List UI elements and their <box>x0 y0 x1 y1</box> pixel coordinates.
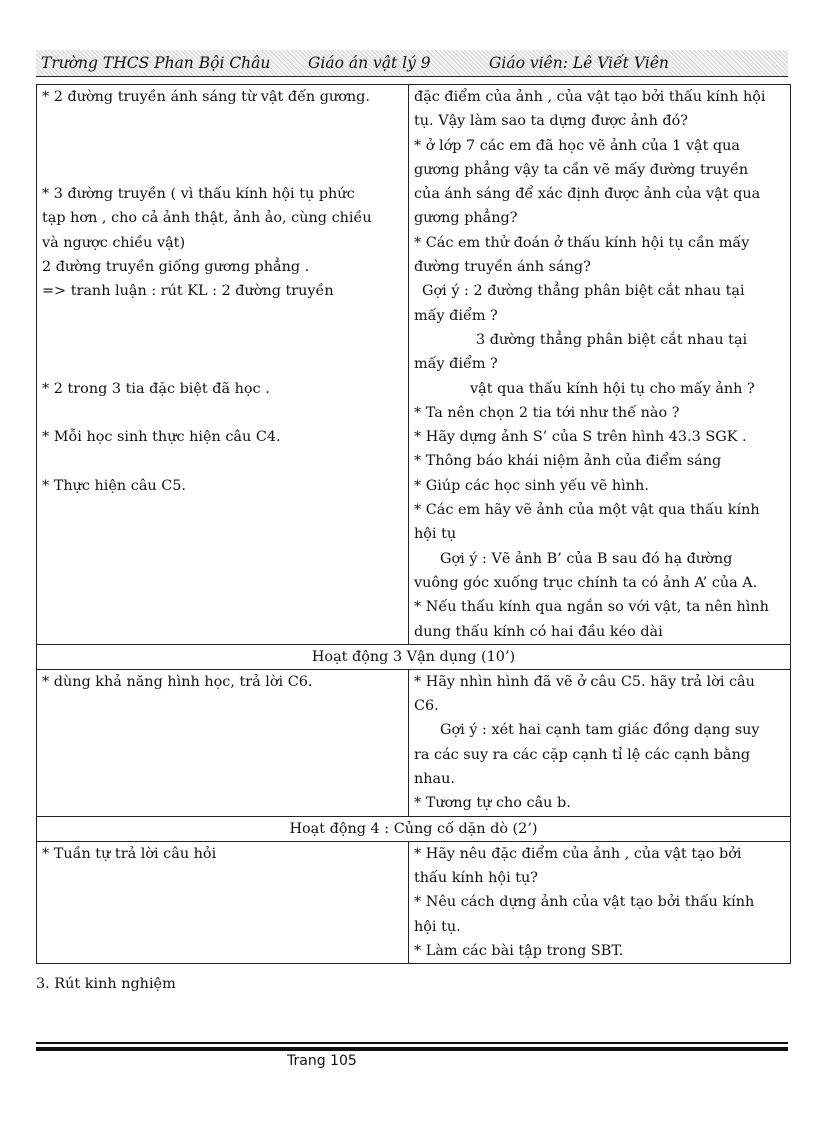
teacher-line: tụ. Vậy làm sao ta dựng được ảnh đó? <box>414 113 689 130</box>
teacher-line: gương phẳng vậy ta cần vẽ mấy đường truyền <box>414 161 749 178</box>
teacher-line: Gợi ý : xét hai cạnh tam giác đồng dạng suy <box>440 722 760 739</box>
header-teacher: Giáo viên: Lê Viết Viên <box>489 54 669 72</box>
teacher-line: * Giúp các học sinh yếu vẽ hình. <box>414 477 649 494</box>
teacher-line: * Ta nên chọn 2 tia tới như thế nào ? <box>414 404 680 421</box>
student-activity-cell <box>37 85 409 645</box>
teacher-line: * Hãy nhìn hình đã vẽ ở câu C5. hãy trả lời câu <box>414 673 755 690</box>
teacher-line: * Thông báo khái niệm ảnh của điểm sáng <box>414 453 722 470</box>
teacher-line: C6. <box>414 698 439 715</box>
footer-divider-thick <box>36 1047 788 1051</box>
teacher-line: nhau. <box>414 771 455 788</box>
table-row <box>37 669 791 816</box>
teacher-line: vật qua thấu kính hội tụ cho mấy ảnh ? <box>470 380 755 397</box>
table-row <box>37 85 791 645</box>
experience-note-heading: 3. Rút kinh nghiệm <box>36 976 176 992</box>
lesson-plan-table <box>36 84 791 964</box>
teacher-line: ra các suy ra các cặp cạnh tỉ lệ các cạnh bằng <box>414 746 751 763</box>
teacher-line: * ở lớp 7 các em đã học vẽ ảnh của 1 vật qua <box>414 137 740 154</box>
student-line: * Mỗi học sinh thực hiện câu C4. <box>42 429 281 446</box>
teacher-line: đặc điểm của ảnh , của vật tạo bởi thấu kính hội <box>414 89 766 105</box>
teacher-line: thấu kính hội tụ? <box>414 869 539 886</box>
teacher-line: mấy điểm ? <box>414 356 498 373</box>
teacher-line: * Hãy dựng ảnh S’ của S trên hình 43.3 SGK . <box>414 429 747 446</box>
student-line: * 2 trong 3 tia đặc biệt đã học . <box>42 380 270 397</box>
student-line: * 3 đường truyền ( vì thấu kính hội tụ phức <box>42 186 355 203</box>
page-number: Trang 105 <box>287 1053 357 1069</box>
page-header <box>36 50 788 77</box>
teacher-line: mấy điểm ? <box>414 307 498 324</box>
section-header-row <box>37 644 791 669</box>
student-line: và ngược chiều vật) <box>42 234 186 251</box>
header-school: Trường THCS Phan Bội Châu <box>41 54 271 72</box>
teacher-activity-cell <box>409 841 791 963</box>
student-line: * Tuần tự trả lời câu hỏi <box>42 845 217 862</box>
teacher-line: hội tụ. <box>414 918 461 935</box>
section-4-title: Hoạt động 4 : Củng cố dặn dò (2’) <box>37 816 791 841</box>
teacher-line: vuông góc xuống trục chính ta có ảnh A’ của A. <box>414 574 758 591</box>
teacher-line: * Làm các bài tập trong SBT. <box>414 942 624 959</box>
teacher-activity-cell <box>409 85 791 645</box>
student-activity-cell <box>37 841 409 963</box>
student-line: * dùng khả năng hình học, trả lời C6. <box>42 673 313 690</box>
teacher-line: Gợi ý : Vẽ ảnh B’ của B sau đó hạ đường <box>440 550 733 567</box>
teacher-line: * Các em hãy vẽ ảnh của một vật qua thấu kính <box>414 502 760 519</box>
teacher-line: * Hãy nêu đặc điểm của ảnh , của vật tạo bởi <box>414 845 742 862</box>
student-line: 2 đường truyền giống gương phẳng . <box>42 259 310 276</box>
teacher-line: gương phẳng? <box>414 210 518 227</box>
teacher-line: 3 đường thẳng phân biệt cắt nhau tại <box>476 331 748 348</box>
teacher-line: Gợi ý : 2 đường thẳng phân biệt cắt nhau tại <box>422 283 745 300</box>
teacher-line: hội tụ <box>414 526 457 543</box>
student-activity-cell <box>37 669 409 816</box>
student-line: tạp hơn , cho cả ảnh thật, ảnh ảo, cùng chiều <box>42 210 372 227</box>
teacher-line: của ánh sáng để xác định được ảnh của vật qua <box>414 186 761 203</box>
teacher-line: * Nếu thấu kính qua ngắn so với vật, ta nên hình <box>414 599 769 616</box>
teacher-line: * Tương tự cho câu b. <box>414 795 571 812</box>
teacher-line: * Các em thử đoán ở thấu kính hội tụ cần mấy <box>414 234 750 251</box>
student-line: => tranh luận : rút KL : 2 đường truyền <box>42 283 334 300</box>
teacher-line: đường truyền ánh sáng? <box>414 259 591 276</box>
student-line: * 2 đường truyền ánh sáng từ vật đến gương. <box>42 89 370 105</box>
section-3-title: Hoạt động 3 Vận dụng (10’) <box>37 644 791 669</box>
footer-divider <box>36 1042 788 1044</box>
teacher-line: * Nêu cách dựng ảnh của vật tạo bởi thấu kính <box>414 894 755 911</box>
student-line: * Thực hiện câu C5. <box>42 477 186 494</box>
header-subject: Giáo án vật lý 9 <box>308 54 431 72</box>
teacher-line: dung thấu kính có hai đầu kéo dài <box>414 623 663 640</box>
section-header-row <box>37 816 791 841</box>
table-row <box>37 841 791 963</box>
teacher-activity-cell <box>409 669 791 816</box>
